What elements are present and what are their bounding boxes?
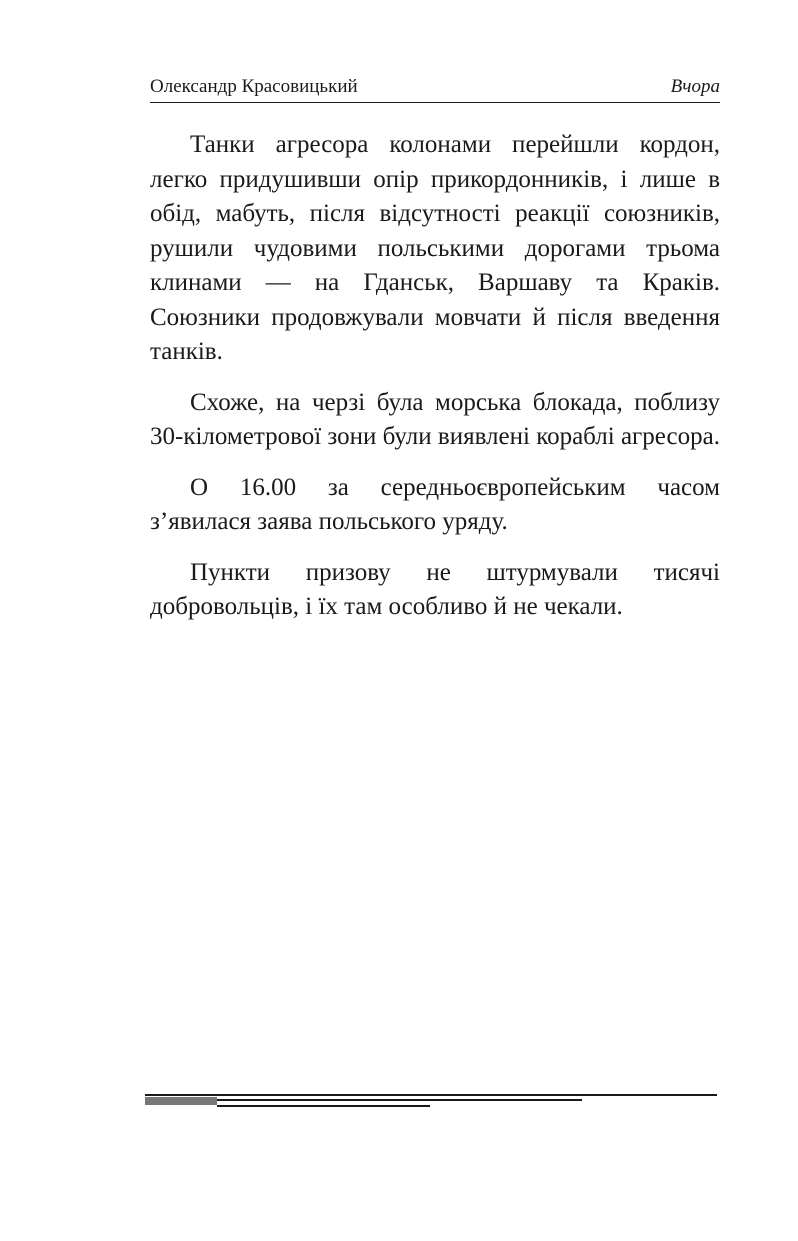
paragraph: Схоже, на черзі була морська блокада, поблизу 30-кілометрової зони були виявлені кораблі агресора. <box>150 388 720 450</box>
footer-rule-accent <box>145 1097 217 1105</box>
paragraph: О 16.00 за середньоєвропейським часом з’явилася заява польського уряду. <box>150 473 720 535</box>
page-body <box>150 128 720 641</box>
paragraph: Пункти призову не штурмували тисячі добровольців, і їх там особливо й не чекали. <box>150 558 720 620</box>
footer-rule-middle <box>217 1099 582 1101</box>
running-head-title: Вчора <box>670 76 720 97</box>
running-head <box>150 76 720 103</box>
paragraph: Танки агресора колонами перейшли кордон, легко придушивши опір прикордонників, і лише в обід, мабуть, після відсутності реакції союзників, рушили чудовими польськими дорогами трьома клинами — на Гданськ, Варшаву та Краків. Союзники продовжували мовчати й після введення танків. <box>150 131 720 365</box>
footer-rule-long <box>145 1094 717 1096</box>
footer-rule-short <box>217 1105 430 1107</box>
running-head-author: Олександр Красовицький <box>150 76 358 97</box>
